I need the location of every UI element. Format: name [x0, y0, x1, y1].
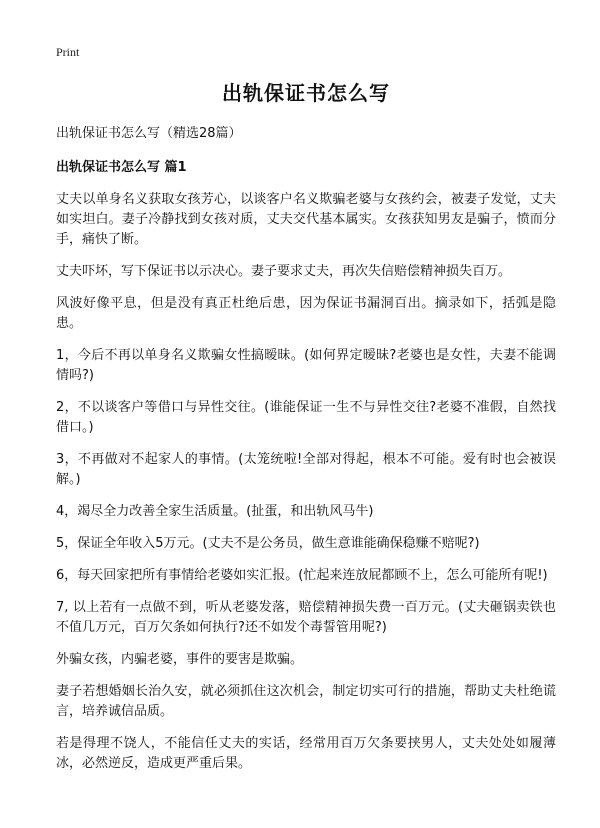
paragraph: 1，今后不再以单身名义欺骗女性搞暧昧。(如何界定暧昧?老婆也是女性，夫妻不能调情吗?): [56, 348, 556, 383]
paragraph: 若是得理不饶人，不能信任丈夫的实话，经常用百万欠条要挟男人，丈夫处处如履薄冰，必然逆反，造成更严重后果。: [56, 736, 556, 771]
paragraph: 2，不以谈客户等借口与异性交往。(谁能保证一生不与异性交往?老婆不准假，自然找借口。): [56, 400, 556, 435]
paragraph: 外骗女孩，内骗老婆，事件的要害是欺骗。: [56, 652, 304, 667]
print-label: Print: [56, 45, 80, 59]
document-title: 出轨保证书怎么写: [222, 81, 390, 105]
paragraph: 3，不再做对不起家人的事情。(太笼统啦!全部对得起，根本不可能。爱有时也会被误解。): [56, 452, 556, 487]
paragraph: 7, 以上若有一点做不到，听从老婆发落，赔偿精神损失费一百万元。(丈夫砸锅卖铁也不值几万元，百万欠条如何执行?还不如发个毒誓管用呢?): [56, 600, 556, 635]
paragraph: 丈夫以单身名义获取女孩芳心，以谈客户名义欺骗老婆与女孩约会，被妻子发觉，丈夫如实坦白。妻子冷静找到女孩对质，丈夫交代基本属实。女孩获知男友是骗子，愤而分手，痛快了断。: [56, 192, 556, 247]
paragraph: 6，每天回家把所有事情给老婆如实汇报。(忙起来连放屁都顾不上，怎么可能所有呢!): [56, 568, 548, 583]
paragraph: 4，竭尽全力改善全家生活质量。(扯蛋，和出轨风马牛): [56, 504, 374, 519]
paragraph: 丈夫吓坏，写下保证书以示决心。妻子要求丈夫，再次失信赔偿精神损失百万。: [56, 264, 512, 279]
paragraph: 5，保证全年收入5万元。(丈夫不是公务员，做生意谁能确保稳赚不赔呢?): [56, 536, 480, 551]
paragraph: 妻子若想婚姻长治久安，就必须抓住这次机会，制定切实可行的措施，帮助丈夫杜绝谎言，培养诚信品质。: [56, 684, 556, 719]
paragraph: 风波好像平息，但是没有真正杜绝后患，因为保证书漏洞百出。摘录如下，括弧是隐患。: [56, 296, 556, 331]
section-heading: 出轨保证书怎么写 篇1: [56, 160, 187, 175]
document-subtitle: 出轨保证书怎么写（精选28篇）: [56, 126, 242, 141]
